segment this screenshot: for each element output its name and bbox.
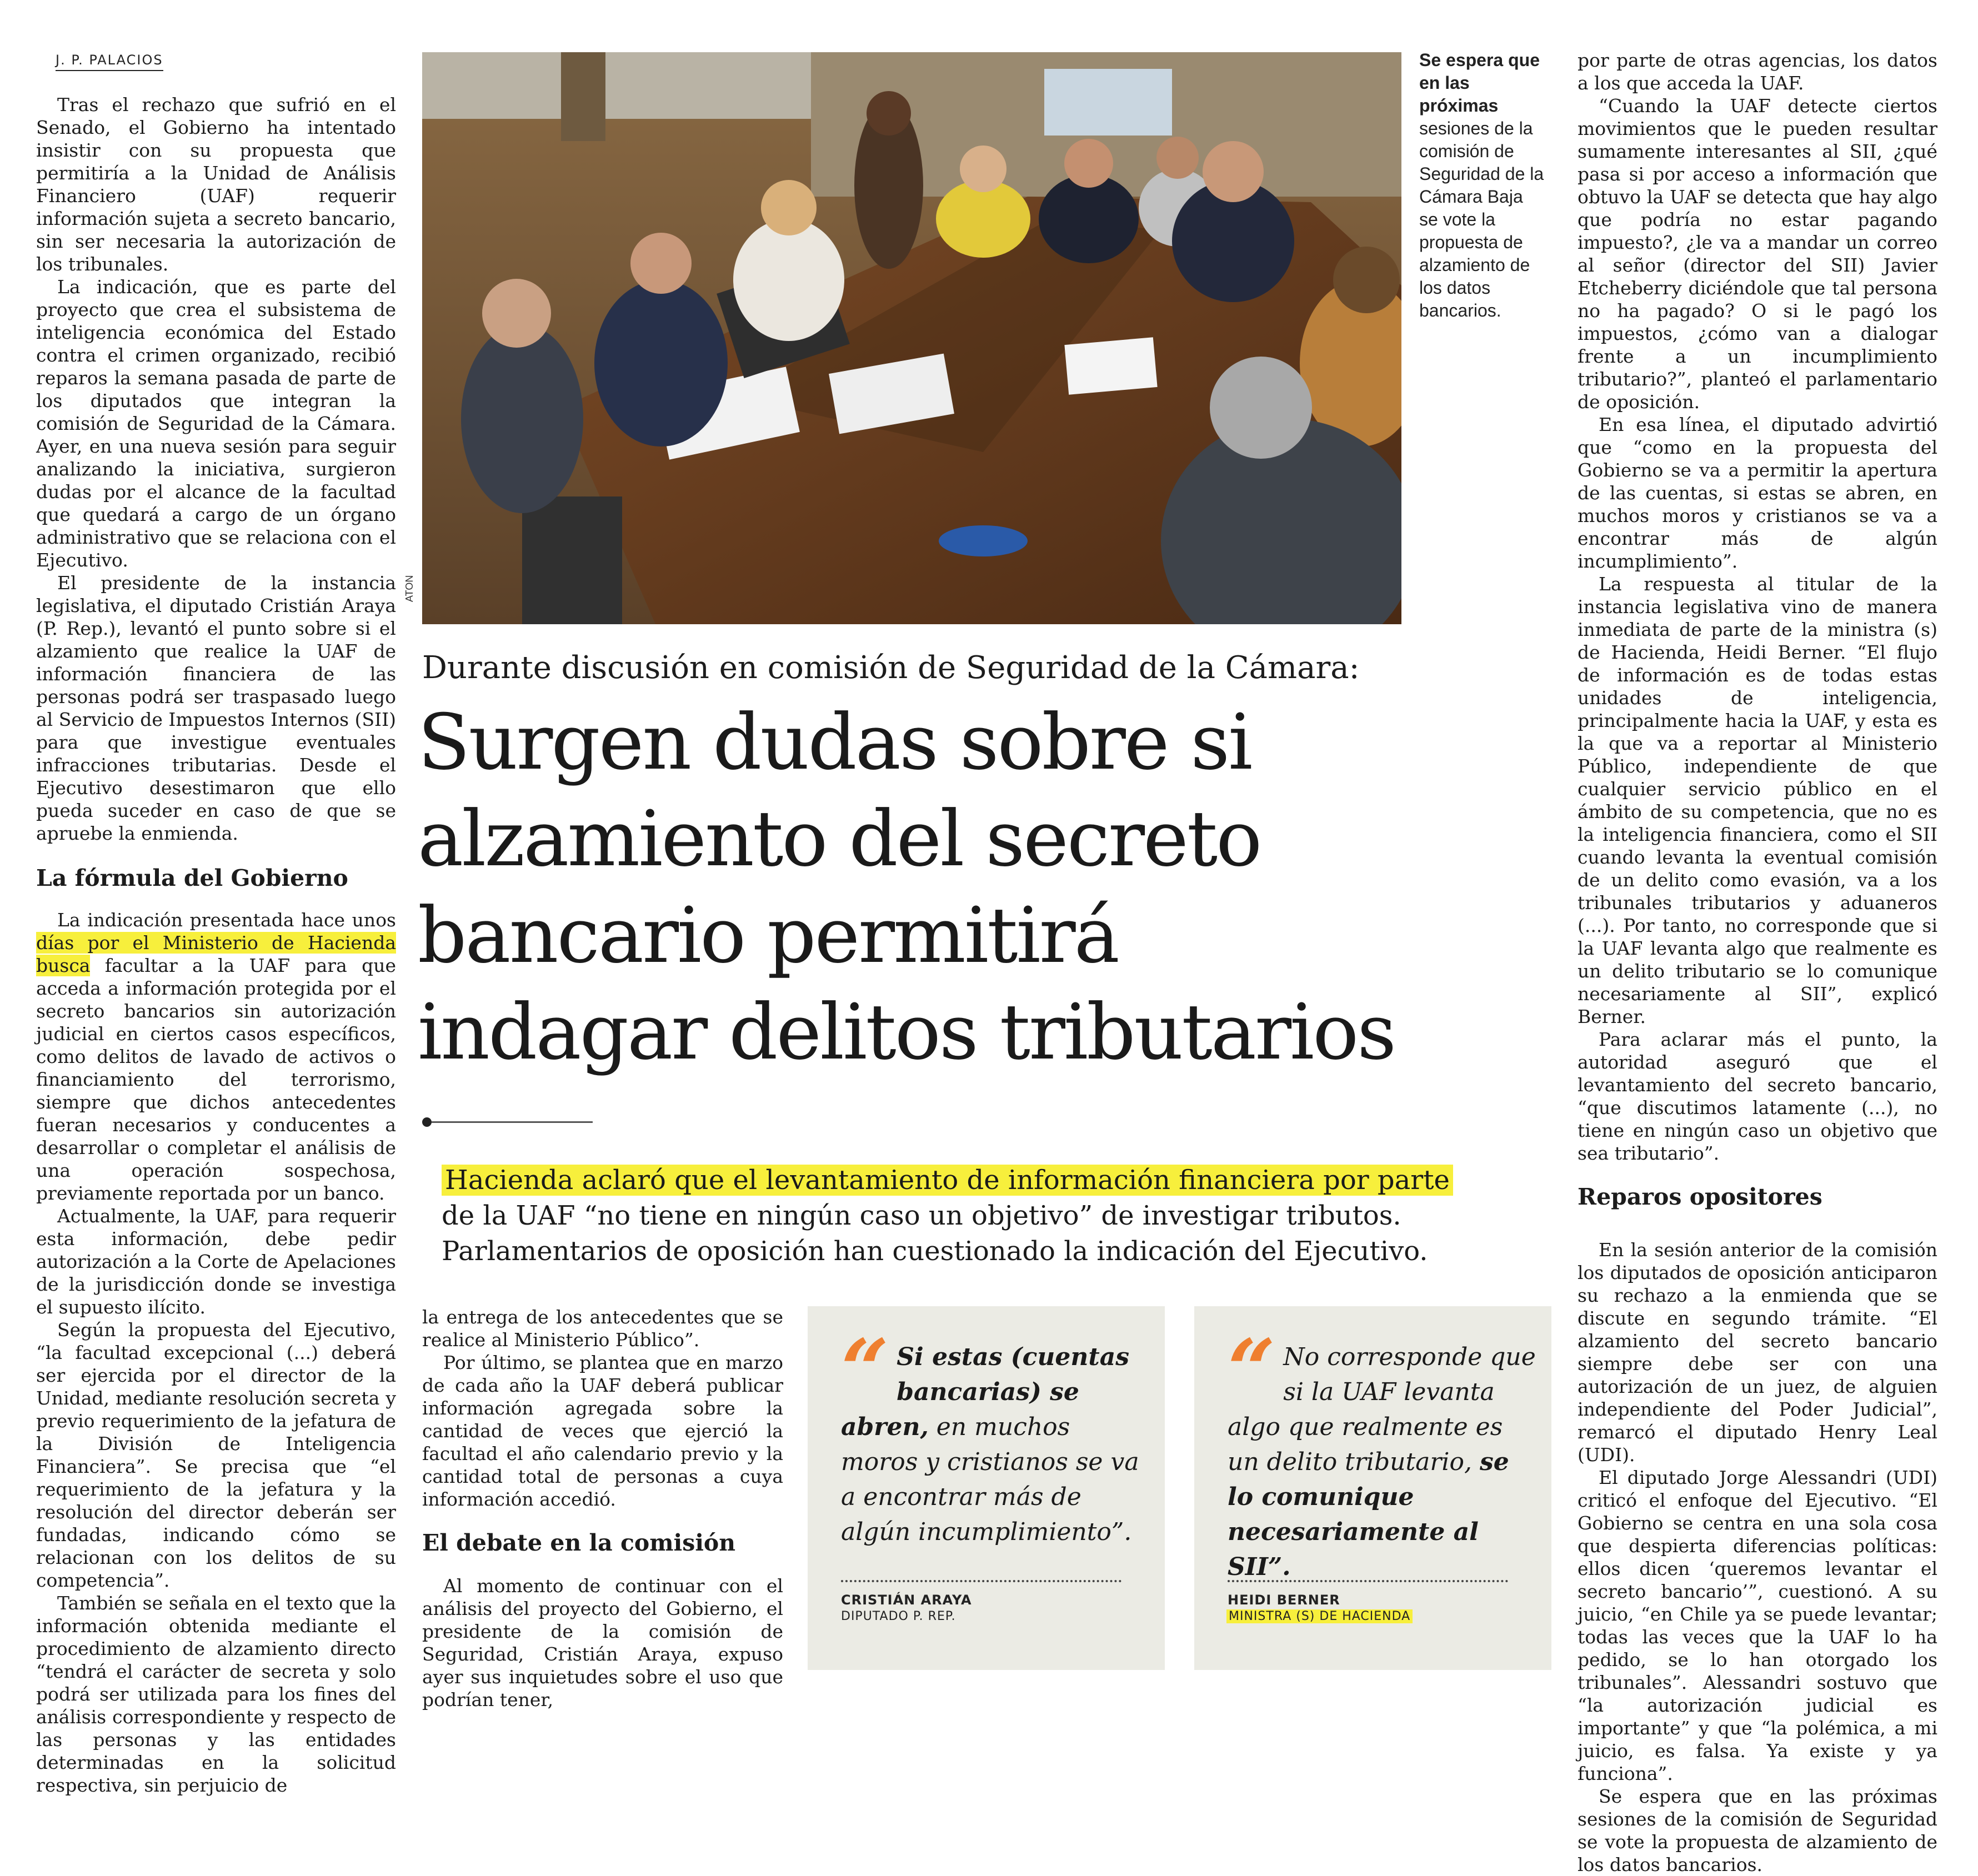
quote-bold: Si estas (cuentas bancarias) se abren, (841, 1343, 1129, 1441)
quote-author-role: DIPUTADO P. REP. (841, 1609, 956, 1623)
quote-divider (1228, 1580, 1508, 1582)
headline-line: bancario permitirá (418, 891, 1118, 980)
paragraph: Se espera que en las próximas sesiones de la comisión de Seguridad se vote la propuesta de alzamiento de los datos bancarios. (1578, 1785, 1937, 1875)
deck-rule (432, 1121, 593, 1123)
photo-credit: ATON (404, 575, 415, 602)
subhead-reparos: Reparos opositores (1578, 1183, 1822, 1210)
deck-bullet (422, 1117, 432, 1127)
column-2 (422, 1306, 783, 1711)
quote-rest: No corresponde que si la UAF levanta algo que realmente es un delito tributario, (1228, 1343, 1536, 1476)
paragraph: También se señala en el texto que la información obtenida mediante el procedimiento de alzamiento directo “tendrá el carácter de secreta y solo podrá ser utilizada para los fines del análisis correspondiente y respecto de las personas y las entidades determinadas en la solicitud respectiva, sin perjuicio de (36, 1592, 396, 1796)
subhead-debate: El debate en la comisión (422, 1529, 736, 1556)
deck-line: Parlamentarios de oposición han cuestionado la indicación del Ejecutivo. (442, 1236, 1428, 1267)
quote-box-araya (808, 1306, 1165, 1670)
quote-author-role-highlighted: MINISTRA (S) DE HACIENDA (1226, 1609, 1413, 1623)
quote-rest: en muchos moros y cristianos se va a encontrar más de algún incumplimiento”. (841, 1413, 1139, 1546)
deck-line: de la UAF “no tiene en ningún caso un objetivo” de investigar tributos. (442, 1200, 1401, 1231)
photo-caption (1419, 49, 1544, 322)
quote-mark-icon: “ (841, 1321, 889, 1419)
paragraph: En la sesión anterior de la comisión los diputados de oposición anticiparon su rechazo a la enmienda que se discute en segundo trámite. “El alzamiento del secreto bancario siempre debe ser con una autorización de un juez, de alguien independiente del Poder Judicial”, remarcó el diputado Henry Leal (UDI). (1578, 1239, 1937, 1466)
headline (418, 694, 1501, 1081)
paragraph: Al momento de continuar con el análisis del proyecto del Gobierno, el presidente de la comisión de Seguridad, Cristián Araya, expuso ayer sus inquietudes sobre el uso que podrían tener, (422, 1575, 783, 1711)
paragraph: En esa línea, el diputado advirtió que “como en la propuesta del Gobierno se va a permitir la apertura de las cuentas, si estas se abren, en muchos moros y cristianos se va a encontrar más de algún incumplimiento”. (1578, 414, 1937, 572)
quote-divider (841, 1580, 1121, 1582)
paragraph: Por último, se plantea que en marzo de cada año la UAF deberá publicar información agregada sobre la cantidad de veces que ejerció la facultad el año calendario previo y la cantidad total de personas a cuya información accedió. (422, 1352, 783, 1510)
paragraph: la entrega de los antecedentes que se realice al Ministerio Público”. (422, 1306, 783, 1351)
paragraph: Según la propuesta del Ejecutivo, “la facultad excepcional (...) deberá ser ejercida por el director de la Unidad, mediante resolución secreta y previo requerimiento de la jefatura de la División de Inteligencia Financiera”. Se precisa que “el requerimiento de la jefatura y la resolución del director deberán ser fundadas, indicando cómo se relacionan con los delitos de su competencia”. (36, 1319, 396, 1591)
paragraph: El diputado Jorge Alessandri (UDI) criticó el enfoque del Ejecutivo. “El Gobierno se centra en una sola cosa que despierta diferencias políticas: ellos dicen ‘queremos levantar el secreto bancario’”, cuestionó. A su juicio, “en Chile ya se puede levantar; todas las veces que la UAF lo ha pedido, se lo han otorgado los tribunales”. Alessandri sostuvo que “la autorización judicial es importante” y que “la polémica, a mi juicio, es falsa. Ya existe y ya funciona”. (1578, 1467, 1937, 1784)
paragraph: La respuesta al titular de la instancia legislativa vino de manera inmediata de parte de la ministra (s) de Hacienda, Heidi Berner. “El flujo de información es de todas estas unidades de inteligencia, principalmente hacia la UAF, y esta es la que va a reportar al Ministerio Público, independiente de que cualquier servicio público en el ámbito de su competencia, que no es la inteligencia financiera, como el SII cuando levanta la eventual comisión de un delito como evasión, va a los tribunales tributarios y aduaneros (...). Por tanto, no corresponde que si la UAF levanta algo que realmente es un delito tributario se lo comunique necesariamente al SII”, explicó Berner. (1578, 573, 1937, 1027)
quote-box-berner (1194, 1306, 1551, 1670)
text: La indicación presentada hace unos (57, 909, 396, 931)
highlighted-text: días por el Ministerio de Hacienda busca (36, 932, 396, 976)
paragraph: El presidente de la instancia legislativa, el diputado Cristián Araya (P. Rep.), levantó el punto sobre si el alzamiento que realice la UAF de información financiera de las personas podrá ser traspasado luego al Servicio de Impuestos Internos (SII) para que investigue eventuales infracciones tributarias. Desde el Ejecutivo desestimaron que ello pueda suceder en caso de que se apruebe la enmienda. (36, 572, 396, 844)
quote-text (1228, 1321, 1539, 1584)
paragraph (36, 909, 396, 1205)
caption-bold: Se espera que en las próximas (1419, 50, 1540, 116)
column-4 (1578, 49, 1937, 1876)
deck (442, 1162, 1508, 1269)
quote-bold: se lo comunique necesariamente al SII”. (1228, 1448, 1509, 1581)
byline: J. P. PALACIOS (56, 52, 163, 71)
paragraph: Actualmente, la UAF, para requerir esta información, debe pedir autorización a la Corte de Apelaciones de la jurisdicción donde se investiga el supuesto ilícito. (36, 1205, 396, 1318)
quote-text (841, 1321, 1152, 1549)
quote-author-name: CRISTIÁN ARAYA (841, 1592, 972, 1608)
paragraph: por parte de otras agencias, los datos a los que acceda la UAF. (1578, 49, 1937, 94)
paragraph: Tras el rechazo que sufrió en el Senado, el Gobierno ha intentado insistir con su propuesta que permitiría a la Unidad de Análisis Financiero (UAF) requerir información sujeta a secreto bancario, sin ser necesaria la autorización de los tribunales. (36, 94, 396, 275)
photo-illustration (422, 52, 1401, 624)
paragraph: Para aclarar más el punto, la autoridad aseguró que el levantamiento del secreto bancario, “que discutimos latamente (...), no tiene en ningún caso un objetivo que sea tributario”. (1578, 1029, 1937, 1164)
column-1 (36, 93, 396, 1797)
caption-text: sesiones de la comisión de Seguridad de la Cámara Baja se vote la propuesta de alzamiento de los datos bancarios. (1419, 118, 1544, 320)
headline-line: Surgen dudas sobre si (418, 698, 1251, 787)
headline-line: alzamiento del secreto (418, 794, 1261, 884)
quote-mark-icon: “ (1228, 1321, 1276, 1419)
paragraph: La indicación, que es parte del proyecto que crea el subsistema de inteligencia económica del Estado contra el crimen organizado, recibió reparos la semana pasada de parte de los diputados que integran la comisión de Seguridad de la Cámara. Ayer, en una nueva sesión para seguir analizando la iniciativa, surgieron dudas por el alcance de la facultad que quedará a cargo de un órgano administrativo que se relaciona con el Ejecutivo. (36, 276, 396, 571)
meeting-photo (404, 52, 1401, 624)
deck-highlight: Hacienda aclaró que el levantamiento de información financiera por parte (442, 1165, 1453, 1196)
text: facultar a la UAF para que acceda a información protegida por el secreto bancarios sin autorización judicial en ciertos casos específicos, como delitos de lavado de activos o financiamiento del terrorismo, siempre que dichos antecedentes fueran necesarios y conducentes a desarrollar o completar el análisis de una operación sospechosa, previamente reportada por un banco. (36, 955, 396, 1204)
subhead-formula: La fórmula del Gobierno (36, 865, 348, 891)
kicker: Durante discusión en comisión de Seguridad de la Cámara: (422, 650, 1360, 686)
paragraph: “Cuando la UAF detecte ciertos movimientos que le pueden resultar sumamente interesantes al SII, ¿qué pasa si por acceso a información que obtuvo la UAF se detecta que hay algo que podría no estar pagando impuesto?, ¿le va a mandar un correo al señor (director del SII) Javier Etcheberry diciéndole que tal persona no ha pagado? O si le pagó los impuestos, ¿cómo van a dialogar frente a un incumplimiento tributario?”, planteó el parlamentario de oposición. (1578, 95, 1937, 413)
quote-author-name: HEIDI BERNER (1228, 1592, 1340, 1608)
headline-line: indagar delitos tributarios (418, 987, 1395, 1077)
